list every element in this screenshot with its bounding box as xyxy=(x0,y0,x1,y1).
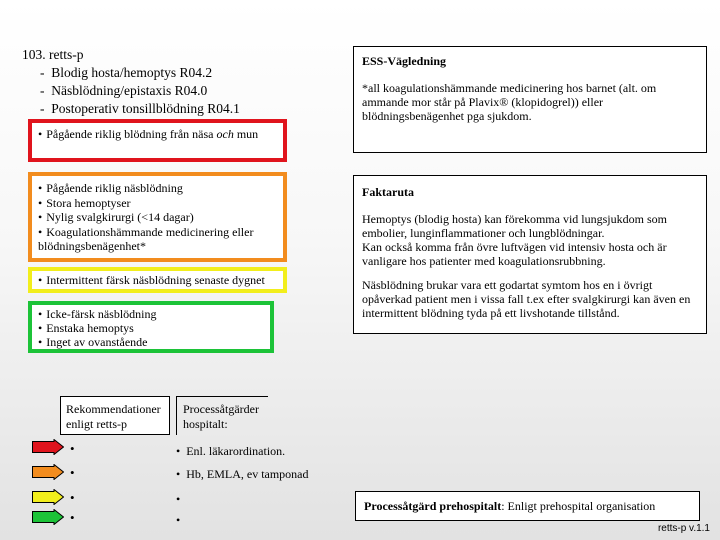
green-arrow-icon xyxy=(32,509,64,525)
triage-yellow-item: • Intermittent färsk näsblödning senaste dygnet xyxy=(38,273,277,288)
version-footer: retts-p v.1.1 xyxy=(657,523,710,534)
fact-box xyxy=(353,175,707,334)
red-arrow-icon xyxy=(32,439,64,455)
orange-arrow-icon xyxy=(32,464,64,480)
process-action-yellow: • xyxy=(176,492,187,506)
recommendations-header: Rekommendationer enligt retts-p xyxy=(60,396,170,435)
process-actions-header: Processåtgärder hospitalt: xyxy=(176,396,268,435)
bullet-icon: • xyxy=(70,490,75,505)
triage-orange-box xyxy=(28,172,287,262)
fact-heading: Faktaruta xyxy=(362,185,414,199)
prehospital-text: : Enligt prehospital organisation xyxy=(501,499,656,513)
triage-orange-item: • Pågående riklig näsblödning xyxy=(38,181,277,196)
title-block xyxy=(22,46,240,118)
page-title: 103. retts-p xyxy=(22,47,84,62)
bullet-icon: • xyxy=(70,510,75,525)
triage-green-item: • Enstaka hemoptys xyxy=(38,321,264,335)
yellow-arrow-icon xyxy=(32,489,64,505)
ess-heading: ESS-Vägledning xyxy=(362,54,447,68)
title-item: - Blodig hosta/hemoptys R04.2 xyxy=(40,65,213,80)
triage-orange-item: • Stora hemoptyser xyxy=(38,196,277,211)
triage-green-box xyxy=(28,301,274,353)
bullet-icon: • xyxy=(70,441,75,456)
process-action-orange: • Hb, EMLA, ev tamponad xyxy=(176,467,309,481)
triage-yellow-box xyxy=(28,267,287,293)
process-action-green: • xyxy=(176,513,187,527)
triage-green-item: • Icke-färsk näsblödning xyxy=(38,307,264,321)
bullet-icon: • xyxy=(70,465,75,480)
process-action-red: • Enl. läkarordination. xyxy=(176,444,286,458)
triage-red-box xyxy=(28,119,287,162)
triage-orange-continuation: blödningsbenägenhet* xyxy=(38,239,146,253)
fact-paragraph: Kan också komma från övre luftvägen vid intensiv hosta och är vanligare hos patienter med koagulationsrubbning. xyxy=(362,240,667,268)
ess-guidance-box xyxy=(353,46,707,153)
title-item: - Näsblödning/epistaxis R04.0 xyxy=(40,83,208,98)
triage-orange-item: • Koagulationshämmande medicinering eller xyxy=(38,225,277,240)
triage-red-item: • Pågående riklig blödning från näsa och mun xyxy=(38,127,277,142)
title-item: - Postoperativ tonsillblödning R04.1 xyxy=(40,101,240,116)
triage-orange-item: • Nylig svalgkirurgi (<14 dagar) xyxy=(38,210,277,225)
prehospital-box xyxy=(355,491,700,521)
ess-text: *all koagulationshämmande medicinering hos barnet (alt. om ammande mor står på Plavix® (klopidogrel)) eller blödningsbenägenhet pga sjukdom. xyxy=(362,81,657,123)
fact-paragraph: Hemoptys (blodig hosta) kan förekomma vid lungsjukdom som embolier, lunginflammationer och lungblödningar. xyxy=(362,212,667,240)
triage-green-item: • Inget av ovanstående xyxy=(38,335,264,349)
prehospital-label: Processåtgärd prehospitalt xyxy=(364,499,502,513)
fact-paragraph: Näsblödning brukar vara ett godartat symtom hos en i övrigt opåverkad patient men i vissa fall t.ex efter svalgkirurgi kan även en intermittent blödning tyda på ett livshotande tillstånd. xyxy=(362,278,691,320)
